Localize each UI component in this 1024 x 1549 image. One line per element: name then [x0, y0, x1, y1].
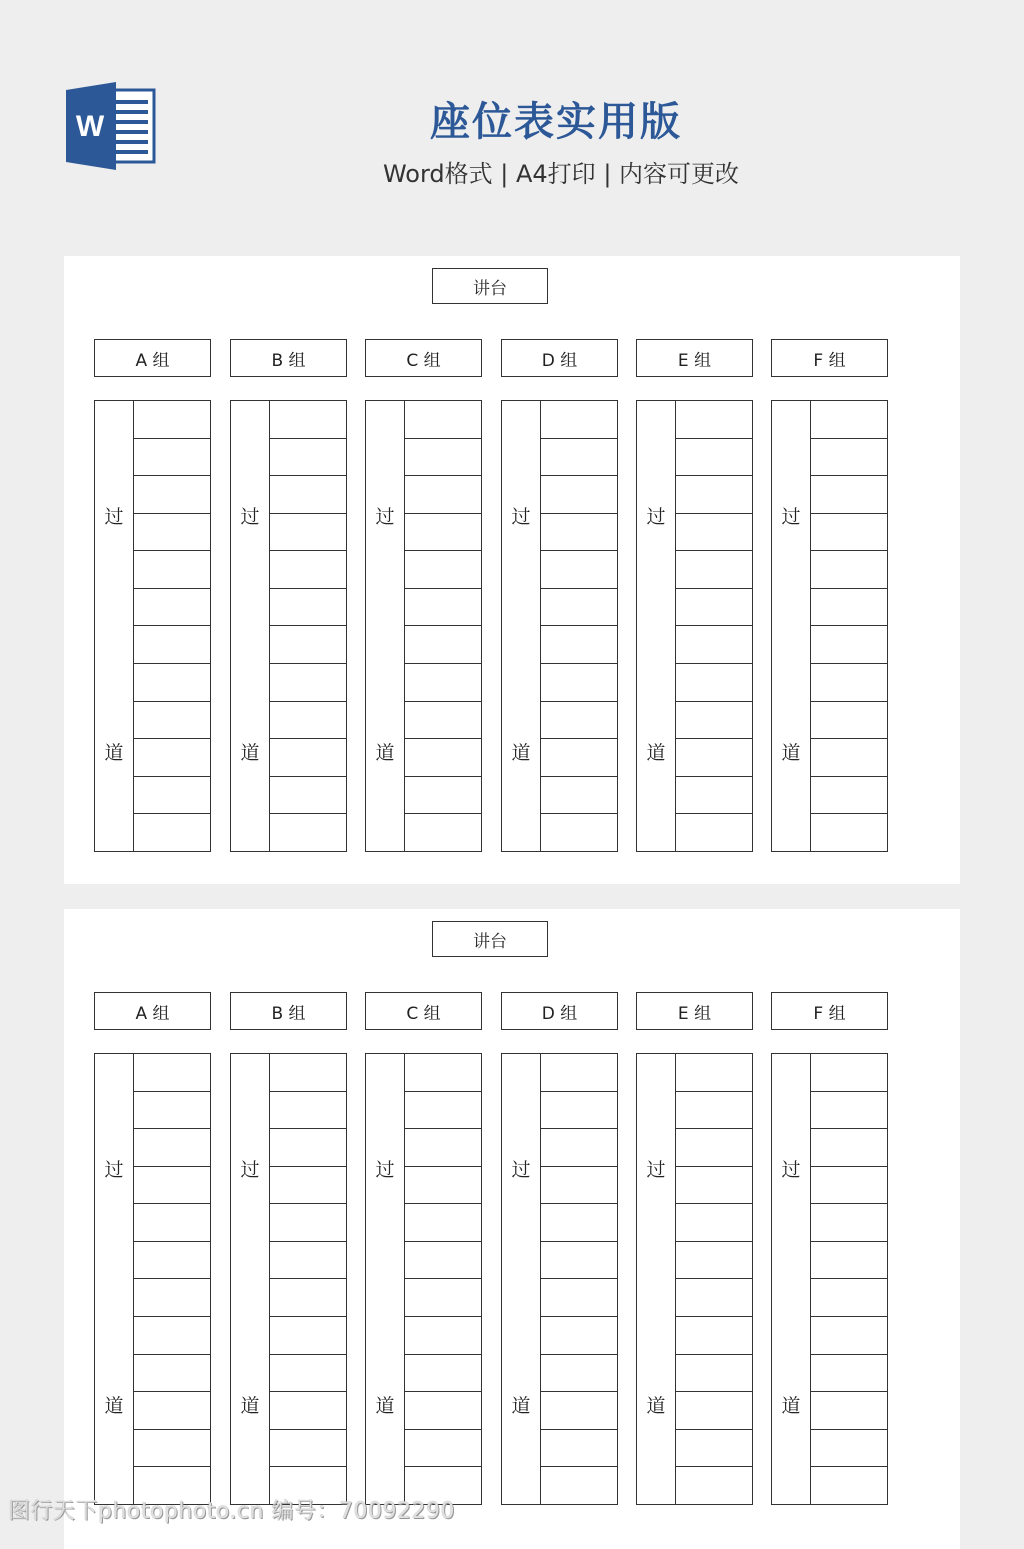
seat-cell[interactable]	[541, 589, 617, 627]
seat-cell[interactable]	[811, 514, 887, 552]
seat-cell[interactable]	[270, 664, 346, 702]
seat-cell[interactable]	[811, 626, 887, 664]
seat-cell[interactable]	[270, 1242, 346, 1280]
seat-cell[interactable]	[134, 626, 210, 664]
seat-cell[interactable]	[811, 814, 887, 851]
seat-cell[interactable]	[405, 476, 481, 514]
seat-column	[811, 1054, 887, 1504]
seat-cell[interactable]	[811, 1317, 887, 1355]
seat-cell[interactable]	[134, 1092, 210, 1130]
aisle-char-bottom: 道	[781, 1395, 801, 1417]
seat-cell[interactable]	[270, 589, 346, 627]
seat-cell[interactable]	[270, 514, 346, 552]
aisle-char-bottom: 道	[375, 1395, 395, 1417]
seat-cell[interactable]	[270, 777, 346, 815]
seat-cell[interactable]	[541, 1430, 617, 1468]
seat-cell[interactable]	[541, 739, 617, 777]
seating-sheet-1	[64, 256, 960, 884]
seat-block	[230, 400, 347, 852]
seat-cell[interactable]	[134, 401, 210, 439]
aisle-char-top: 过	[375, 1159, 395, 1181]
seat-cell[interactable]	[405, 1167, 481, 1205]
seat-cell[interactable]	[134, 664, 210, 702]
aisle-column	[231, 401, 270, 851]
seat-cell[interactable]	[405, 1092, 481, 1130]
seat-cell[interactable]	[134, 1317, 210, 1355]
aisle-column	[637, 1054, 676, 1504]
seat-cell[interactable]	[134, 1392, 210, 1430]
aisle-char-top: 过	[511, 1159, 531, 1181]
seat-cell[interactable]	[405, 589, 481, 627]
aisle-char-top: 过	[104, 506, 124, 528]
seat-cell[interactable]	[405, 551, 481, 589]
seat-cell[interactable]	[676, 1242, 752, 1280]
seat-cell[interactable]	[541, 1129, 617, 1167]
seat-column	[134, 1054, 210, 1504]
podium-label: 讲台	[432, 268, 548, 304]
seat-cell[interactable]	[811, 1129, 887, 1167]
seat-block	[501, 1053, 618, 1505]
seat-cell[interactable]	[811, 589, 887, 627]
seat-cell[interactable]	[811, 1355, 887, 1393]
aisle-char-bottom: 道	[240, 1395, 260, 1417]
aisle-column	[366, 1054, 405, 1504]
seat-cell[interactable]	[405, 1355, 481, 1393]
seat-cell[interactable]	[811, 1092, 887, 1130]
seat-cell[interactable]	[541, 702, 617, 740]
seat-cell[interactable]	[541, 514, 617, 552]
aisle-char-top: 过	[240, 506, 260, 528]
seat-column	[134, 401, 210, 851]
seat-cell[interactable]	[811, 664, 887, 702]
seat-cell[interactable]	[270, 1129, 346, 1167]
aisle-char-top: 过	[646, 506, 666, 528]
aisle-column	[95, 401, 134, 851]
group-label: C 组	[365, 339, 482, 377]
seat-cell[interactable]	[405, 514, 481, 552]
seat-cell[interactable]	[541, 401, 617, 439]
seat-block	[771, 1053, 888, 1505]
seat-cell[interactable]	[134, 777, 210, 815]
seat-cell[interactable]	[405, 1317, 481, 1355]
seat-cell[interactable]	[270, 814, 346, 851]
seat-cell[interactable]	[676, 664, 752, 702]
seat-cell[interactable]	[270, 626, 346, 664]
seat-cell[interactable]	[676, 1167, 752, 1205]
seat-cell[interactable]	[134, 1355, 210, 1393]
aisle-char-bottom: 道	[511, 1395, 531, 1417]
seat-cell[interactable]	[405, 702, 481, 740]
seat-cell[interactable]	[541, 1467, 617, 1504]
seat-cell[interactable]	[405, 1279, 481, 1317]
group-label: B 组	[230, 339, 347, 377]
seat-cell[interactable]	[541, 1092, 617, 1130]
seat-cell[interactable]	[405, 1392, 481, 1430]
seat-cell[interactable]	[541, 777, 617, 815]
seat-cell[interactable]	[270, 1204, 346, 1242]
seat-cell[interactable]	[811, 401, 887, 439]
seat-cell[interactable]	[811, 1204, 887, 1242]
seat-cell[interactable]	[676, 589, 752, 627]
seat-cell[interactable]	[405, 1054, 481, 1092]
seat-cell[interactable]	[541, 439, 617, 477]
aisle-char-top: 过	[781, 506, 801, 528]
seat-cell[interactable]	[134, 1167, 210, 1205]
seat-cell[interactable]	[676, 739, 752, 777]
seat-cell[interactable]	[270, 1279, 346, 1317]
seat-cell[interactable]	[405, 1204, 481, 1242]
seat-cell[interactable]	[134, 1430, 210, 1468]
group-label: F 组	[771, 992, 888, 1030]
seat-cell[interactable]	[405, 1129, 481, 1167]
aisle-column	[366, 401, 405, 851]
seat-cell[interactable]	[541, 814, 617, 851]
seat-cell[interactable]	[405, 626, 481, 664]
seat-cell[interactable]	[541, 476, 617, 514]
seat-cell[interactable]	[811, 1167, 887, 1205]
seat-cell[interactable]	[270, 1430, 346, 1468]
seat-column	[270, 401, 346, 851]
seat-cell[interactable]	[811, 551, 887, 589]
seat-cell[interactable]	[134, 702, 210, 740]
seat-cell[interactable]	[270, 1092, 346, 1130]
seat-cell[interactable]	[405, 739, 481, 777]
seat-block	[636, 400, 753, 852]
seat-column	[541, 1054, 617, 1504]
seat-cell[interactable]	[134, 551, 210, 589]
seat-cell[interactable]	[676, 1467, 752, 1504]
seat-cell[interactable]	[134, 1242, 210, 1280]
seat-cell[interactable]	[270, 1167, 346, 1205]
seat-cell[interactable]	[811, 1054, 887, 1092]
aisle-column	[772, 401, 811, 851]
seat-column	[811, 401, 887, 851]
seat-cell[interactable]	[676, 1092, 752, 1130]
seat-cell[interactable]	[676, 814, 752, 851]
aisle-char-bottom: 道	[646, 742, 666, 764]
seat-cell[interactable]	[811, 702, 887, 740]
group-label: D 组	[501, 992, 618, 1030]
aisle-char-bottom: 道	[240, 742, 260, 764]
seat-cell[interactable]	[405, 439, 481, 477]
seat-cell[interactable]	[676, 777, 752, 815]
word-logo-letter: W	[75, 110, 105, 143]
seat-cell[interactable]	[270, 1054, 346, 1092]
seat-block	[365, 1053, 482, 1505]
seat-cell[interactable]	[676, 1054, 752, 1092]
group-label: D 组	[501, 339, 618, 377]
aisle-char-bottom: 道	[511, 742, 531, 764]
aisle-column	[95, 1054, 134, 1504]
seat-cell[interactable]	[541, 1279, 617, 1317]
seat-block	[230, 1053, 347, 1505]
seat-cell[interactable]	[541, 664, 617, 702]
seat-cell[interactable]	[811, 739, 887, 777]
seat-cell[interactable]	[811, 1242, 887, 1280]
seat-column	[541, 401, 617, 851]
aisle-column	[502, 1054, 541, 1504]
seat-cell[interactable]	[541, 626, 617, 664]
seat-cell[interactable]	[541, 1242, 617, 1280]
seat-cell[interactable]	[541, 1355, 617, 1393]
group-label: C 组	[365, 992, 482, 1030]
seat-cell[interactable]	[676, 476, 752, 514]
aisle-char-top: 过	[511, 506, 531, 528]
seat-cell[interactable]	[676, 626, 752, 664]
watermark: 图行天下photophoto.cn 编号：70092290	[8, 1499, 456, 1524]
aisle-char-top: 过	[781, 1159, 801, 1181]
podium-label: 讲台	[432, 921, 548, 957]
seat-cell[interactable]	[270, 401, 346, 439]
seat-cell[interactable]	[134, 589, 210, 627]
seat-column	[676, 401, 752, 851]
aisle-char-bottom: 道	[781, 742, 801, 764]
seat-cell[interactable]	[405, 814, 481, 851]
aisle-char-top: 过	[646, 1159, 666, 1181]
group-label: A 组	[94, 339, 211, 377]
seat-cell[interactable]	[270, 551, 346, 589]
seat-cell[interactable]	[134, 514, 210, 552]
aisle-char-top: 过	[375, 506, 395, 528]
seat-cell[interactable]	[811, 1392, 887, 1430]
page-title: 座位表实用版	[430, 99, 682, 145]
seat-cell[interactable]	[270, 1392, 346, 1430]
seat-cell[interactable]	[676, 1204, 752, 1242]
seat-cell[interactable]	[270, 739, 346, 777]
seat-cell[interactable]	[811, 777, 887, 815]
aisle-char-bottom: 道	[104, 1395, 124, 1417]
seat-block	[365, 400, 482, 852]
seat-cell[interactable]	[541, 1054, 617, 1092]
seat-cell[interactable]	[270, 439, 346, 477]
aisle-char-bottom: 道	[104, 742, 124, 764]
seat-cell[interactable]	[405, 401, 481, 439]
aisle-char-bottom: 道	[646, 1395, 666, 1417]
aisle-char-top: 过	[104, 1159, 124, 1181]
seat-cell[interactable]	[405, 664, 481, 702]
seat-cell[interactable]	[676, 1355, 752, 1393]
seat-cell[interactable]	[405, 1242, 481, 1280]
aisle-column	[772, 1054, 811, 1504]
seat-cell[interactable]	[134, 739, 210, 777]
seat-cell[interactable]	[134, 1054, 210, 1092]
aisle-column	[231, 1054, 270, 1504]
seat-cell[interactable]	[270, 702, 346, 740]
seat-cell[interactable]	[676, 401, 752, 439]
group-label: B 组	[230, 992, 347, 1030]
seat-cell[interactable]	[270, 1355, 346, 1393]
seat-cell[interactable]	[811, 439, 887, 477]
seat-cell[interactable]	[134, 1129, 210, 1167]
seat-column	[676, 1054, 752, 1504]
seat-cell[interactable]	[541, 1167, 617, 1205]
page-subtitle: Word格式 | A4打印 | 内容可更改	[382, 160, 740, 188]
seat-cell[interactable]	[676, 439, 752, 477]
seat-cell[interactable]	[676, 702, 752, 740]
seat-column	[405, 1054, 481, 1504]
seat-cell[interactable]	[270, 1317, 346, 1355]
seat-cell[interactable]	[811, 476, 887, 514]
group-label: A 组	[94, 992, 211, 1030]
seat-cell[interactable]	[676, 1430, 752, 1468]
seat-cell[interactable]	[811, 1279, 887, 1317]
seat-column	[270, 1054, 346, 1504]
seat-cell[interactable]	[676, 1279, 752, 1317]
seating-sheet-2	[64, 909, 960, 1549]
seat-cell[interactable]	[134, 476, 210, 514]
aisle-char-top: 过	[240, 1159, 260, 1181]
seat-cell[interactable]	[541, 1392, 617, 1430]
group-label: F 组	[771, 339, 888, 377]
group-label: E 组	[636, 339, 753, 377]
seat-column	[405, 401, 481, 851]
seat-cell[interactable]	[270, 476, 346, 514]
seat-cell[interactable]	[134, 1204, 210, 1242]
aisle-column	[502, 401, 541, 851]
seat-cell[interactable]	[676, 551, 752, 589]
seat-cell[interactable]	[811, 1467, 887, 1504]
seat-cell[interactable]	[134, 1279, 210, 1317]
aisle-char-bottom: 道	[375, 742, 395, 764]
seat-cell[interactable]	[541, 1204, 617, 1242]
seat-cell[interactable]	[134, 814, 210, 851]
seat-cell[interactable]	[405, 1430, 481, 1468]
seat-cell[interactable]	[134, 439, 210, 477]
seat-cell[interactable]	[405, 777, 481, 815]
seat-block	[636, 1053, 753, 1505]
seat-cell[interactable]	[676, 514, 752, 552]
seat-cell[interactable]	[676, 1392, 752, 1430]
seat-cell[interactable]	[541, 1317, 617, 1355]
seat-cell[interactable]	[541, 551, 617, 589]
seat-block	[771, 400, 888, 852]
seat-block	[501, 400, 618, 852]
seat-block	[94, 400, 211, 852]
aisle-column	[637, 401, 676, 851]
seat-cell[interactable]	[811, 1430, 887, 1468]
seat-block	[94, 1053, 211, 1505]
seat-cell[interactable]	[676, 1317, 752, 1355]
seat-cell[interactable]	[676, 1129, 752, 1167]
group-label: E 组	[636, 992, 753, 1030]
